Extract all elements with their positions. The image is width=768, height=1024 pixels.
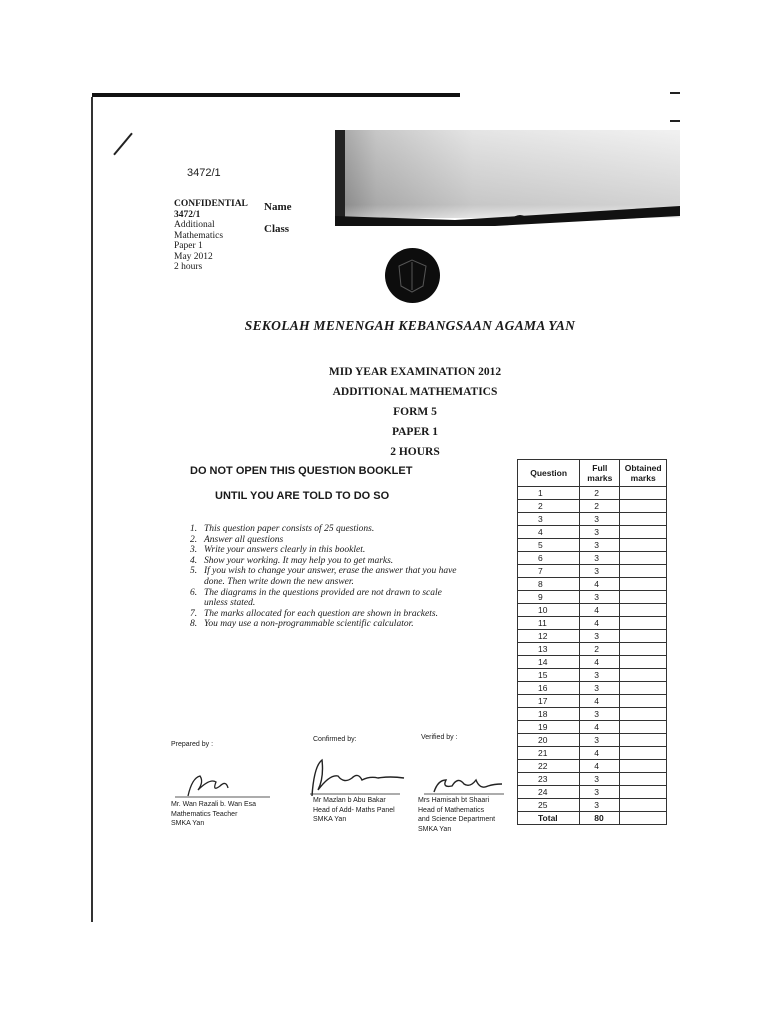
- table-row: [518, 708, 667, 721]
- header-question: Question: [518, 460, 580, 487]
- full-marks-value: 3: [580, 539, 620, 552]
- full-marks-value: 3: [580, 799, 620, 812]
- instruction-item: [190, 566, 460, 587]
- full-marks-value: 3: [580, 552, 620, 565]
- meta-line: Paper 1: [174, 241, 203, 251]
- instruction-item: [190, 619, 460, 630]
- top-border: [92, 93, 460, 97]
- table-row: [518, 539, 667, 552]
- table-row: [518, 643, 667, 656]
- meta-line: Additional: [174, 220, 215, 230]
- table-row: [518, 695, 667, 708]
- total-obtained-cell[interactable]: [620, 812, 667, 825]
- table-row: [518, 487, 667, 500]
- signatory-name: Mr Mazlan b Abu Bakar: [313, 797, 386, 804]
- signatory-school: SMKA Yan: [418, 825, 452, 833]
- confidential-label: CONFIDENTIAL: [174, 199, 248, 209]
- school-name: SEKOLAH MENENGAH KEBANGSAAN AGAMA YAN: [244, 318, 576, 333]
- question-number: 17: [518, 695, 580, 708]
- obtained-marks-cell[interactable]: [620, 500, 667, 513]
- signatory-name: Mrs Hamisah bt Shaari: [418, 797, 490, 804]
- exam-title-line: 2 HOURS: [390, 446, 440, 458]
- table-row: [518, 799, 667, 812]
- warning-line-1: DO NOT OPEN THIS QUESTION BOOKLET: [190, 465, 413, 477]
- instructions-list: [190, 524, 460, 630]
- full-marks-value: 4: [580, 747, 620, 760]
- instruction-item: [190, 556, 460, 567]
- instruction-item: [190, 524, 460, 535]
- table-row: [518, 617, 667, 630]
- full-marks-value: 3: [580, 786, 620, 799]
- full-marks-value: 3: [580, 630, 620, 643]
- table-row: [518, 669, 667, 682]
- instruction-number: 1.: [190, 524, 198, 534]
- table-row: [518, 786, 667, 799]
- instruction-text: Write your answers clearly in this booklet.: [204, 545, 366, 556]
- left-border: [91, 97, 93, 922]
- table-row: [518, 500, 667, 513]
- exam-title-line: MID YEAR EXAMINATION 2012: [328, 366, 502, 378]
- verified-by-info: [418, 796, 495, 834]
- marks-table-body: [518, 487, 667, 825]
- verified-by-label: Verified by :: [421, 734, 458, 741]
- signature-prepared: [170, 768, 275, 800]
- full-marks-value: 3: [580, 734, 620, 747]
- obtained-marks-cell[interactable]: [620, 669, 667, 682]
- instruction-item: [190, 545, 460, 556]
- scan-shadow-block: [335, 130, 680, 226]
- question-number: 6: [518, 552, 580, 565]
- instruction-number: 6.: [190, 587, 198, 598]
- meta-line: May 2012: [174, 251, 213, 262]
- table-row: [518, 526, 667, 539]
- question-number: 4: [518, 526, 580, 539]
- obtained-marks-cell[interactable]: [620, 565, 667, 578]
- signatory-name: Mr. Wan Razali b. Wan Esa: [171, 801, 257, 808]
- obtained-marks-cell[interactable]: [620, 630, 667, 643]
- question-number: 21: [518, 747, 580, 760]
- instruction-item: [190, 535, 460, 546]
- instruction-text: Answer all questions: [204, 534, 284, 545]
- signatory-title: Head of Add- Maths Panel: [313, 806, 395, 814]
- meta-line: 3472/1: [174, 209, 201, 220]
- obtained-marks-cell[interactable]: [620, 773, 667, 786]
- obtained-marks-cell[interactable]: [620, 604, 667, 617]
- table-row: [518, 565, 667, 578]
- obtained-marks-cell[interactable]: [620, 591, 667, 604]
- pen-mark: [113, 133, 133, 156]
- signature-confirmed: [300, 756, 410, 798]
- full-marks-value: 2: [580, 500, 620, 513]
- instruction-item: [190, 609, 460, 620]
- table-row: [518, 656, 667, 669]
- total-row: [518, 812, 667, 825]
- question-number: 24: [518, 786, 580, 799]
- instruction-text: If you wish to change your answer, erase the answer that you have done. Then write down the new answer.: [204, 566, 457, 587]
- signature-verified: [418, 766, 508, 798]
- prepared-by-label: Prepared by :: [171, 741, 214, 748]
- full-marks-value: 3: [580, 682, 620, 695]
- table-row: [518, 734, 667, 747]
- full-marks-value: 4: [580, 656, 620, 669]
- obtained-marks-cell[interactable]: [620, 552, 667, 565]
- question-number: 2: [518, 500, 580, 513]
- instruction-number: 3.: [190, 545, 198, 556]
- full-marks-value: 2: [580, 487, 620, 500]
- question-number: 5: [518, 539, 580, 552]
- question-number: 7: [518, 565, 580, 578]
- question-number: 1: [518, 487, 580, 500]
- question-number: 11: [518, 617, 580, 630]
- obtained-marks-cell[interactable]: [620, 487, 667, 500]
- question-number: 9: [518, 591, 580, 604]
- table-row: [518, 604, 667, 617]
- full-marks-value: 4: [580, 617, 620, 630]
- signatory-title: Head of Mathematics: [418, 806, 485, 814]
- exam-titles: [300, 362, 530, 462]
- signatory-school: SMKA Yan: [313, 816, 347, 823]
- obtained-marks-cell[interactable]: [620, 786, 667, 799]
- full-marks-value: 4: [580, 721, 620, 734]
- instruction-number: 2.: [190, 534, 198, 545]
- full-marks-value: 3: [580, 708, 620, 721]
- question-number: 23: [518, 773, 580, 786]
- obtained-marks-cell[interactable]: [620, 526, 667, 539]
- header-full-marks: Full marks: [580, 460, 620, 487]
- full-marks-value: 4: [580, 695, 620, 708]
- question-number: 25: [518, 799, 580, 812]
- full-marks-value: 3: [580, 513, 620, 526]
- instruction-text: The marks allocated for each question are shown in brackets.: [204, 608, 438, 619]
- instruction-number: 5.: [190, 566, 198, 577]
- obtained-marks-cell[interactable]: [620, 656, 667, 669]
- instruction-text: The diagrams in the questions provided are not drawn to scale unless stated.: [204, 587, 442, 609]
- full-marks-value: 3: [580, 526, 620, 539]
- obtained-marks-cell[interactable]: [620, 682, 667, 695]
- table-row: [518, 682, 667, 695]
- paper-meta: [174, 199, 248, 273]
- obtained-marks-cell[interactable]: [620, 617, 667, 630]
- question-number: 20: [518, 734, 580, 747]
- instruction-number: 8.: [190, 619, 198, 630]
- exam-title-line: PAPER 1: [391, 426, 439, 438]
- meta-line: 2 hours: [174, 262, 203, 272]
- table-row: [518, 513, 667, 526]
- question-number: 22: [518, 760, 580, 773]
- full-marks-value: 2: [580, 643, 620, 656]
- warning-line-2: UNTIL YOU ARE TOLD TO DO SO: [215, 490, 390, 502]
- full-marks-value: 4: [580, 760, 620, 773]
- table-row: [518, 552, 667, 565]
- total-label: Total: [518, 812, 580, 825]
- edge-mark: [670, 120, 680, 122]
- obtained-marks-cell[interactable]: [620, 513, 667, 526]
- full-marks-value: 3: [580, 773, 620, 786]
- question-number: 14: [518, 656, 580, 669]
- obtained-marks-cell[interactable]: [620, 734, 667, 747]
- confirmed-by-info: [313, 796, 395, 825]
- obtained-marks-cell[interactable]: [620, 721, 667, 734]
- full-marks-value: 4: [580, 604, 620, 617]
- instruction-text: Show your working. It may help you to get marks.: [204, 555, 394, 566]
- edge-mark: [670, 92, 680, 94]
- total-value: 80: [580, 812, 620, 825]
- table-row: [518, 760, 667, 773]
- table-row: [518, 630, 667, 643]
- exam-title-line: FORM 5: [393, 406, 437, 418]
- question-number: 10: [518, 604, 580, 617]
- header-obtained-marks: Obtained marks: [620, 460, 667, 487]
- instruction-number: 7.: [190, 608, 198, 619]
- school-logo: [385, 248, 440, 303]
- obtained-marks-cell[interactable]: [620, 578, 667, 591]
- question-number: 15: [518, 669, 580, 682]
- full-marks-value: 3: [580, 565, 620, 578]
- question-number: 3: [518, 513, 580, 526]
- obtained-marks-cell[interactable]: [620, 643, 667, 656]
- obtained-marks-cell[interactable]: [620, 539, 667, 552]
- exam-title-line: ADDITIONAL MATHEMATICS: [332, 386, 498, 398]
- table-row: [518, 721, 667, 734]
- full-marks-value: 4: [580, 578, 620, 591]
- obtained-marks-cell[interactable]: [620, 747, 667, 760]
- table-row: [518, 747, 667, 760]
- paper-code: 3472/1: [187, 167, 221, 179]
- question-number: 18: [518, 708, 580, 721]
- instruction-text: This question paper consists of 25 questions.: [204, 524, 375, 534]
- meta-line: Mathematics: [174, 230, 224, 241]
- instruction-number: 4.: [190, 555, 198, 566]
- instruction-text: You may use a non-programmable scientific calculator.: [204, 619, 414, 630]
- prepared-by-info: [171, 800, 256, 829]
- confirmed-by-label: Confirmed by:: [313, 736, 357, 743]
- class-label: Class: [264, 223, 290, 235]
- obtained-marks-cell[interactable]: [620, 695, 667, 708]
- marks-table: [517, 459, 667, 825]
- instruction-item: [190, 588, 460, 609]
- table-row: [518, 773, 667, 786]
- name-label: Name: [264, 201, 292, 213]
- question-number: 13: [518, 643, 580, 656]
- obtained-marks-cell[interactable]: [620, 760, 667, 773]
- question-number: 19: [518, 721, 580, 734]
- table-row: [518, 591, 667, 604]
- signatory-title: and Science Department: [418, 816, 496, 823]
- signatory-school: SMKA Yan: [171, 820, 205, 827]
- obtained-marks-cell[interactable]: [620, 708, 667, 721]
- full-marks-value: 3: [580, 591, 620, 604]
- question-number: 8: [518, 578, 580, 591]
- table-row: [518, 578, 667, 591]
- full-marks-value: 3: [580, 669, 620, 682]
- signatory-title: Mathematics Teacher: [171, 810, 238, 818]
- question-number: 12: [518, 630, 580, 643]
- question-number: 16: [518, 682, 580, 695]
- obtained-marks-cell[interactable]: [620, 799, 667, 812]
